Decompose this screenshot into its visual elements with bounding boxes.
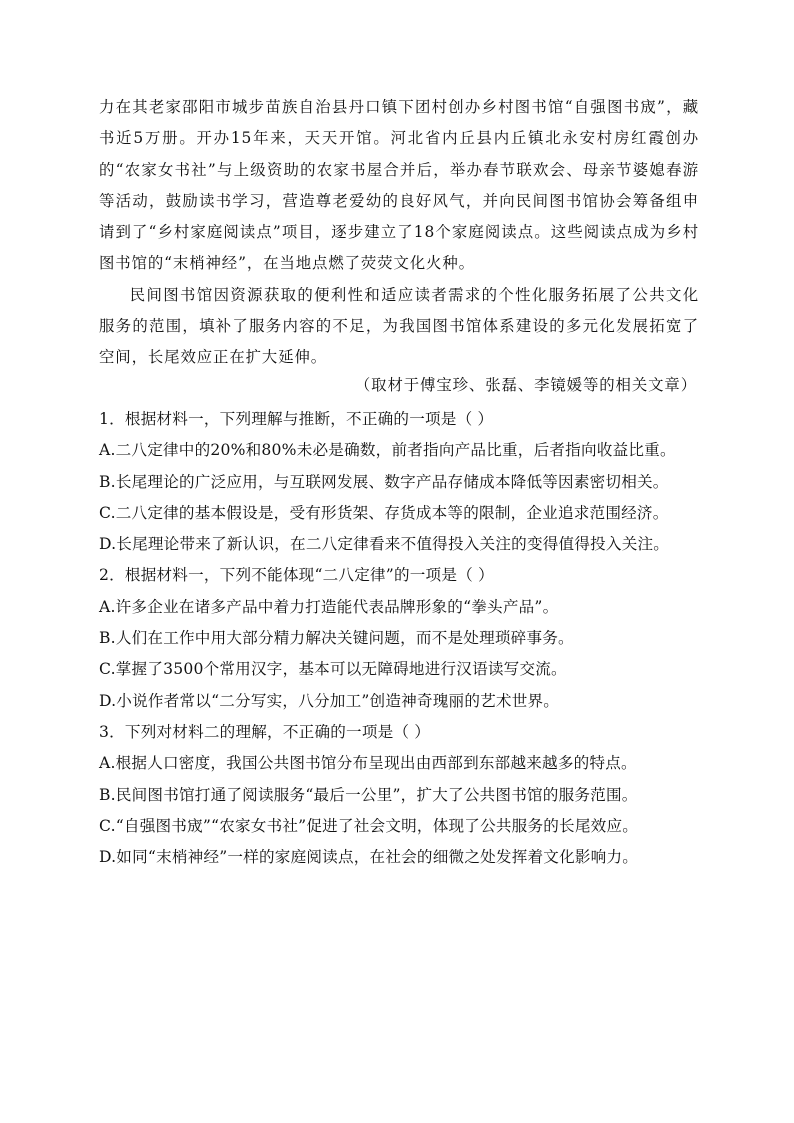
question-2-option-a: A.许多企业在诸多产品中着力打造能代表品牌形象的“拳头产品”。	[99, 597, 559, 616]
question-3-option-d: D.如同“末梢神经”一样的家庭阅读点，在社会的细微之处发挥着文化影响力。	[99, 848, 639, 867]
question-1-stem: 1．根据材料一，下列理解与推断，不正确的一项是（ ）	[99, 410, 494, 428]
question-list	[99, 404, 709, 873]
passage-source: （取材于傅宝珍、张磊、李镜媛等的相关文章）	[354, 376, 697, 394]
question-2-option-c: C.掌握了3500个常用汉字，基本可以无障碍地进行汉语读写交流。	[99, 660, 567, 679]
question-3-option-a: A.根据人口密度，我国公共图书馆分布呈现出由西部到东部越来越多的特点。	[99, 754, 637, 773]
question-1-option-d: D.长尾理论带来了新认识，在二八定律看来不值得投入关注的变得值得投入关注。	[99, 535, 670, 554]
question-3-stem: 3．下列对材料二的理解，不正确的一项是（ ）	[99, 722, 431, 741]
question-3-option-c: C.“自强图书宬”“农家女书社”促进了社会文明，体现了公共服务的长尾效应。	[99, 816, 639, 835]
question-1-option-a: A.二八定律中的20%和80%未必是确数，前者指向产品比重，后者指向收益比重。	[99, 441, 676, 460]
reading-passage	[99, 92, 699, 374]
question-2-option-d: D.小说作者常以“二分写实，八分加工”创造神奇瑰丽的艺术世界。	[99, 691, 560, 710]
question-2-option-b: B.人们在工作中用大部分精力解决关键问题，而不是处理琐碎事务。	[99, 629, 574, 648]
question-3-option-b: B.民间图书馆打通了阅读服务“最后一公里”，扩大了公共图书馆的服务范围。	[99, 785, 638, 804]
question-1-option-c: C.二八定律的基本假设是，受有形货架、存货成本等的限制，企业追求范围经济。	[99, 503, 669, 522]
passage-paragraph-1: 力在其老家邵阳市城步苗族自治县丹口镇下团村创办乡村图书馆“自强图书宬”，藏书近5万册。开办15年来，天天开馆。河北省内丘县内丘镇北永安村房红霞创办的“农家女书社”与上级资助的农家书屋合并后，举办春节联欢会、母亲节婆媳春游等活动，鼓励读书学习，营造尊老爱幼的良好风气，并向民间图书馆协会筹备组申请到了“乡村家庭阅读点”项目，逐步建立了18个家庭阅读点。这些阅读点成为乡村图书馆的“末梢神经”，在当地点燃了荧荧文化火种。	[99, 98, 699, 273]
question-2-stem: 2．根据材料一，下列不能体现“二八定律”的一项是（ ）	[99, 566, 494, 585]
question-1-option-b: B.长尾理论的广泛应用，与互联网发展、数字产品存储成本降低等因素密切相关。	[99, 472, 669, 491]
passage-paragraph-2: 民间图书馆因资源获取的便利性和适应读者需求的个性化服务拓展了公共文化服务的范围，填补了服务内容的不足，为我国图书馆体系建设的多元化发展拓宽了空间，长尾效应正在扩大延伸。	[99, 285, 699, 367]
